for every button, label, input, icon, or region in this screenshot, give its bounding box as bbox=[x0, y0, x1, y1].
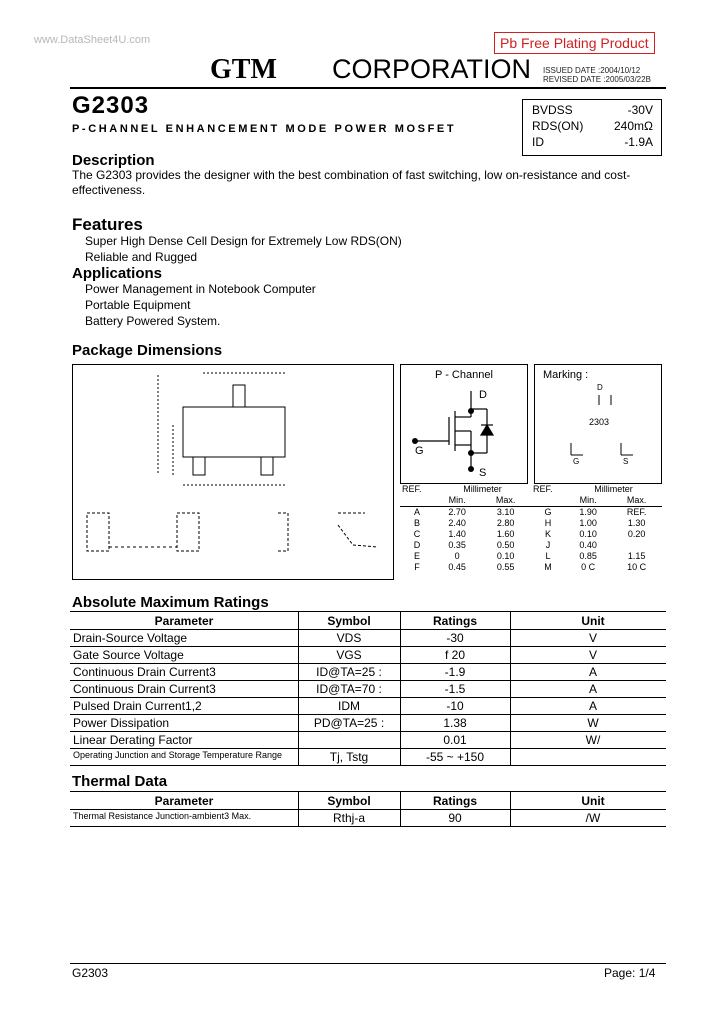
dim-value-cell: 2.70 bbox=[448, 507, 466, 517]
unit-cell: W/ bbox=[585, 733, 601, 747]
mosfet-symbol-icon bbox=[401, 365, 527, 483]
dim-value-cell: 1.00 bbox=[579, 518, 597, 528]
table-row bbox=[70, 809, 666, 827]
spec-row bbox=[532, 135, 653, 151]
dim-blank bbox=[400, 495, 434, 507]
param-cell: Linear Derating Factor bbox=[73, 733, 193, 747]
abs-max-table bbox=[70, 611, 666, 765]
table-row bbox=[70, 697, 666, 715]
table-row bbox=[70, 714, 666, 732]
part-number: G2303 bbox=[72, 92, 150, 119]
dim-ref-cell: M bbox=[544, 562, 552, 572]
feature-item: Reliable and Rugged bbox=[85, 250, 198, 264]
param-cell: Thermal Resistance Junction-ambient3 Max. bbox=[73, 811, 252, 821]
symbol-cell: PD@TA=25 : bbox=[313, 716, 385, 730]
dim-ref-cell: J bbox=[545, 540, 551, 550]
dimension-table bbox=[400, 484, 662, 580]
dim-ref-cell: K bbox=[544, 529, 551, 539]
dim-ref-cell: G bbox=[544, 507, 552, 517]
rating-cell: 1.38 bbox=[443, 716, 467, 730]
unit-cell: Unit bbox=[581, 614, 605, 628]
rating-cell: -10 bbox=[446, 699, 464, 713]
footer-page: Page: 1/4 bbox=[604, 966, 656, 980]
watermark: www.DataSheet4U.com bbox=[34, 34, 151, 46]
description-text: The G2303 provides the designer with the best combination of fast switching, low on-resistance and cost-effectiveness. bbox=[72, 168, 631, 197]
param-cell: Operating Junction and Storage Temperature Range bbox=[73, 750, 282, 760]
dim-value-cell: 1.30 bbox=[627, 518, 646, 528]
applications-title: Applications bbox=[72, 265, 163, 282]
channel-diagram bbox=[400, 364, 528, 484]
dim-ref-cell: D bbox=[413, 540, 421, 550]
param-cell: Parameter bbox=[154, 794, 214, 808]
symbol-cell: Symbol bbox=[327, 794, 371, 808]
dim-max-header: Max. bbox=[626, 495, 647, 505]
dim-ref-header: REF. bbox=[402, 484, 422, 494]
dim-value-cell: 0.45 bbox=[448, 562, 466, 572]
dim-value-cell: 0.55 bbox=[496, 562, 515, 572]
dim-value-cell: 0.50 bbox=[496, 540, 515, 550]
dim-value-cell: 3.10 bbox=[496, 507, 515, 517]
param-cell: Parameter bbox=[154, 614, 214, 628]
symbol-cell: ID@TA=25 : bbox=[316, 665, 382, 679]
pb-free-badge: Pb Free Plating Product bbox=[494, 32, 655, 54]
symbol-cell: VDS bbox=[336, 631, 362, 645]
dim-value-cell bbox=[611, 540, 662, 551]
footer-part: G2303 bbox=[72, 966, 109, 980]
dim-value-cell: 0.20 bbox=[627, 529, 646, 539]
dim-subheader-row bbox=[400, 495, 662, 507]
issued-date: ISSUED DATE :2004/10/12 bbox=[543, 66, 641, 75]
dim-row bbox=[400, 540, 662, 551]
marking-pin-g: G bbox=[573, 457, 580, 466]
company-logo-gtm: GTM bbox=[210, 54, 277, 85]
spec-label: RDS(ON) bbox=[532, 119, 584, 133]
marking-code: 2303 bbox=[589, 417, 610, 427]
dim-value-cell: 2.80 bbox=[496, 518, 515, 528]
rating-cell: -30 bbox=[446, 631, 464, 645]
revised-date: REVISED DATE :2005/03/22B bbox=[543, 75, 651, 84]
table-row bbox=[70, 629, 666, 647]
dim-value-cell: 0.10 bbox=[496, 551, 515, 561]
package-outline-icon bbox=[73, 365, 393, 579]
rating-cell: Ratings bbox=[432, 794, 477, 808]
package-title: Package Dimensions bbox=[72, 342, 223, 359]
param-cell: Drain-Source Voltage bbox=[73, 631, 188, 645]
dim-value-cell: 1.90 bbox=[579, 507, 597, 517]
spec-box bbox=[522, 99, 662, 156]
unit-cell: A bbox=[588, 665, 597, 679]
dim-ref-cell: E bbox=[413, 551, 420, 561]
symbol-cell: IDM bbox=[338, 699, 360, 713]
table-row bbox=[70, 731, 666, 749]
marking-label: Marking : bbox=[543, 369, 589, 381]
marking-outline-icon bbox=[535, 365, 661, 483]
marking-diagram bbox=[534, 364, 662, 484]
header-rule bbox=[70, 87, 666, 89]
dim-value-cell: 0 C bbox=[581, 562, 596, 572]
rating-cell: -1.5 bbox=[444, 682, 466, 696]
application-item: Battery Powered System. bbox=[85, 314, 221, 328]
symbol-cell: Rthj-a bbox=[332, 811, 365, 825]
spec-row bbox=[532, 119, 653, 135]
rating-cell: f 20 bbox=[444, 648, 465, 662]
marking-pin-d: D bbox=[597, 383, 603, 392]
dim-mm-header: Millimeter bbox=[594, 484, 633, 494]
dim-blank bbox=[531, 495, 565, 507]
unit-cell: W bbox=[587, 716, 599, 730]
dim-ref-cell: L bbox=[545, 551, 551, 561]
dim-value-cell: 0.35 bbox=[448, 540, 466, 550]
rating-cell: Ratings bbox=[432, 614, 477, 628]
rating-cell: -1.9 bbox=[444, 665, 466, 679]
dim-value-cell: 0.40 bbox=[579, 540, 597, 550]
thermal-table bbox=[70, 791, 666, 826]
dim-mm-header: Millimeter bbox=[463, 484, 502, 494]
table-row bbox=[70, 680, 666, 698]
abs-max-title: Absolute Maximum Ratings bbox=[72, 594, 269, 611]
spec-label: ID bbox=[532, 135, 544, 149]
part-subtitle: P-CHANNEL ENHANCEMENT MODE POWER MOSFET bbox=[72, 123, 457, 135]
symbol-cell: VGS bbox=[336, 648, 362, 662]
symbol-cell: Tj, Tstg bbox=[329, 750, 369, 764]
pin-d-label: D bbox=[479, 389, 487, 401]
dim-row bbox=[400, 562, 662, 573]
description-title: Description bbox=[72, 152, 155, 169]
dim-ref-cell: B bbox=[413, 518, 420, 528]
symbol-cell: ID@TA=70 : bbox=[316, 682, 382, 696]
spec-value: -30V bbox=[627, 103, 653, 117]
dim-ref-header: REF. bbox=[532, 484, 553, 494]
dim-ref-cell: H bbox=[544, 518, 552, 528]
unit-cell: V bbox=[588, 648, 597, 662]
unit-cell: A bbox=[588, 682, 597, 696]
param-cell: Power Dissipation bbox=[73, 716, 170, 730]
table-row bbox=[70, 663, 666, 681]
dim-ref-cell: A bbox=[413, 507, 420, 517]
spec-row bbox=[532, 103, 653, 119]
dim-ref-cell: C bbox=[413, 529, 421, 539]
dim-value-cell: 0.10 bbox=[579, 529, 597, 539]
dim-max-header: Max. bbox=[495, 495, 516, 505]
table-header-row bbox=[70, 612, 666, 630]
application-item: Power Management in Notebook Computer bbox=[85, 282, 316, 296]
table-row bbox=[70, 646, 666, 664]
rating-cell: -55 ~ +150 bbox=[425, 750, 485, 764]
rating-cell: 90 bbox=[448, 811, 462, 825]
unit-cell: /W bbox=[585, 811, 601, 825]
dim-min-header: Min. bbox=[448, 495, 466, 505]
application-item: Portable Equipment bbox=[85, 298, 191, 312]
dim-value-cell: 1.15 bbox=[627, 551, 646, 561]
table-header-row bbox=[70, 792, 666, 810]
unit-cell: A bbox=[588, 699, 597, 713]
rating-cell: 0.01 bbox=[443, 733, 467, 747]
dim-value-cell: 2.40 bbox=[448, 518, 466, 528]
feature-item: Super High Dense Cell Design for Extremely Low RDS(ON) bbox=[85, 234, 402, 248]
pin-s-label: S bbox=[479, 467, 487, 479]
symbol-cell: Symbol bbox=[327, 614, 371, 628]
dim-value-cell: 0 bbox=[454, 551, 460, 561]
dim-value-cell: 1.60 bbox=[496, 529, 515, 539]
dim-header-row bbox=[400, 484, 662, 495]
issue-dates bbox=[543, 66, 651, 84]
company-name: CORPORATION bbox=[332, 54, 532, 84]
dim-row bbox=[400, 507, 662, 519]
channel-label: P - Channel bbox=[435, 369, 493, 381]
unit-cell: V bbox=[588, 631, 597, 645]
dim-min-header: Min. bbox=[579, 495, 597, 505]
spec-value: 240mΩ bbox=[614, 119, 653, 133]
param-cell: Pulsed Drain Current1,2 bbox=[73, 699, 202, 713]
dim-value-cell: 0.85 bbox=[579, 551, 597, 561]
dim-row bbox=[400, 518, 662, 529]
marking-pin-s: S bbox=[623, 457, 629, 466]
param-cell: Continuous Drain Current3 bbox=[73, 682, 216, 696]
unit-cell: Unit bbox=[581, 794, 605, 808]
footer-rule bbox=[70, 963, 666, 964]
spec-label: BVDSS bbox=[532, 103, 573, 117]
features-title: Features bbox=[72, 215, 143, 234]
thermal-title: Thermal Data bbox=[72, 773, 168, 790]
dim-row bbox=[400, 551, 662, 562]
dim-row bbox=[400, 529, 662, 540]
dim-value-cell: REF. bbox=[626, 507, 647, 517]
package-drawing bbox=[72, 364, 394, 580]
param-cell: Gate Source Voltage bbox=[73, 648, 184, 662]
dim-value-cell: 10 C bbox=[627, 562, 647, 572]
dim-value-cell: 1.40 bbox=[448, 529, 466, 539]
spec-value: -1.9A bbox=[624, 135, 653, 149]
pin-g-label: G bbox=[415, 445, 424, 457]
dim-ref-cell: F bbox=[414, 562, 420, 572]
param-cell: Continuous Drain Current3 bbox=[73, 665, 216, 679]
table-row bbox=[70, 748, 666, 766]
